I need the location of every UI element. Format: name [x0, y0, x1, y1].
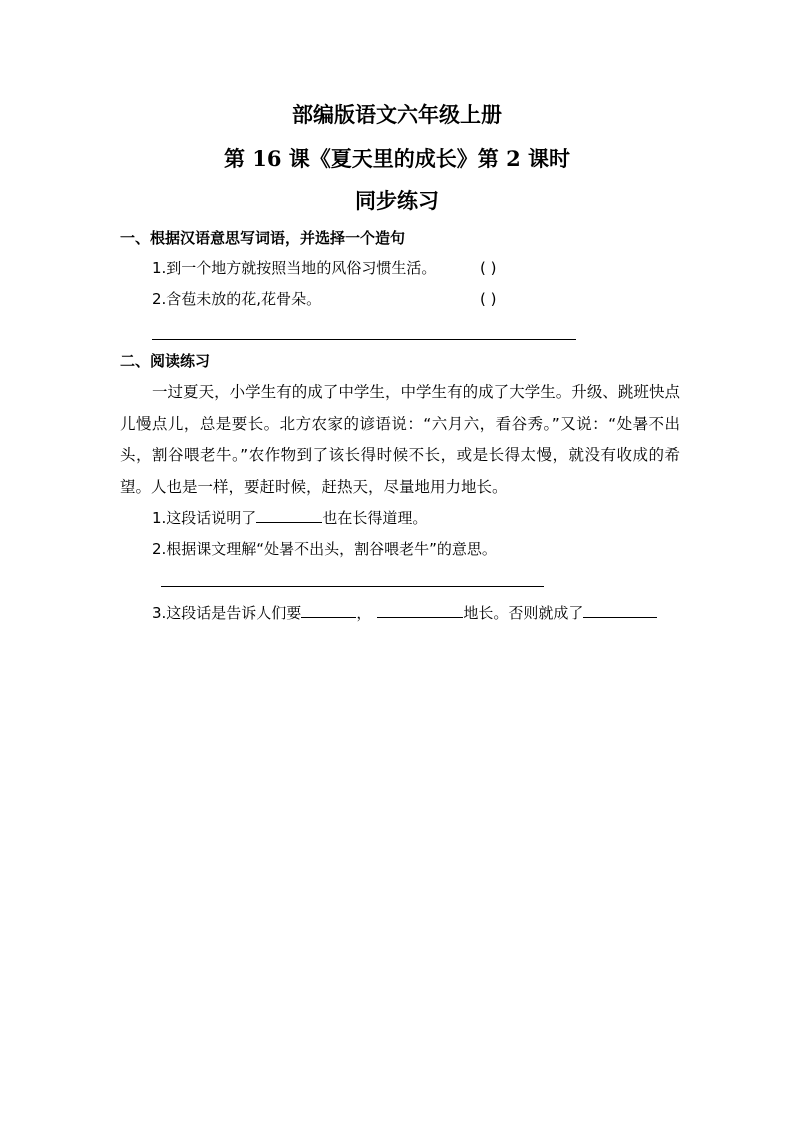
- question-2-1: [152, 507, 427, 529]
- question-2-3-middle: 地长。否则就成了: [463, 604, 584, 622]
- question-2-1-prefix: 1.这段话说明了: [152, 509, 257, 527]
- sentence-answer-line[interactable]: [152, 339, 576, 340]
- answer-paren-1-2[interactable]: ( ): [480, 290, 497, 308]
- answer-line-2-2[interactable]: [161, 586, 544, 587]
- question-1-2: 2.含苞未放的花,花骨朵。: [152, 290, 322, 308]
- question-1-1: 1.到一个地方就按照当地的风俗习惯生活。: [152, 259, 437, 277]
- question-2-3-comma: ，: [356, 604, 372, 622]
- question-2-3: [152, 602, 657, 624]
- section2-heading: 二、阅读练习: [120, 352, 211, 370]
- question-2-1-suffix: 也在长得道理。: [322, 509, 428, 527]
- reading-passage: 一过夏天，小学生有的成了中学生，中学生有的成了大学生。升级、跳班快点儿慢点儿，总是要长。北方农家的谚语说：“六月六，看谷秀。”又说：“处暑不出头，割谷喂老牛。”农作物到了该长得时候不长，或是长得太慢，就没有收成的希望。人也是一样，要赶时候，赶热天，尽量地用力地长。: [120, 383, 680, 496]
- section1-heading: 一、根据汉语意思写词语，并选择一个造句: [120, 229, 406, 247]
- lesson-title: 第 16 课《夏天里的成长》第 2 课时: [223, 146, 571, 171]
- doc-title: 部编版语文六年级上册: [292, 102, 502, 127]
- question-2-2: 2.根据课文理解“处暑不出头，割谷喂老牛”的意思。: [152, 540, 497, 558]
- answer-paren-1-1[interactable]: ( ): [480, 259, 497, 277]
- answer-blank-2-3a[interactable]: [301, 603, 356, 618]
- answer-blank-2-3b[interactable]: [377, 603, 463, 618]
- answer-blank-2-1[interactable]: [256, 508, 322, 523]
- question-2-3-prefix: 3.这段话是告诉人们要: [152, 604, 302, 622]
- answer-blank-2-3c[interactable]: [583, 603, 657, 618]
- exercise-title: 同步练习: [355, 188, 439, 213]
